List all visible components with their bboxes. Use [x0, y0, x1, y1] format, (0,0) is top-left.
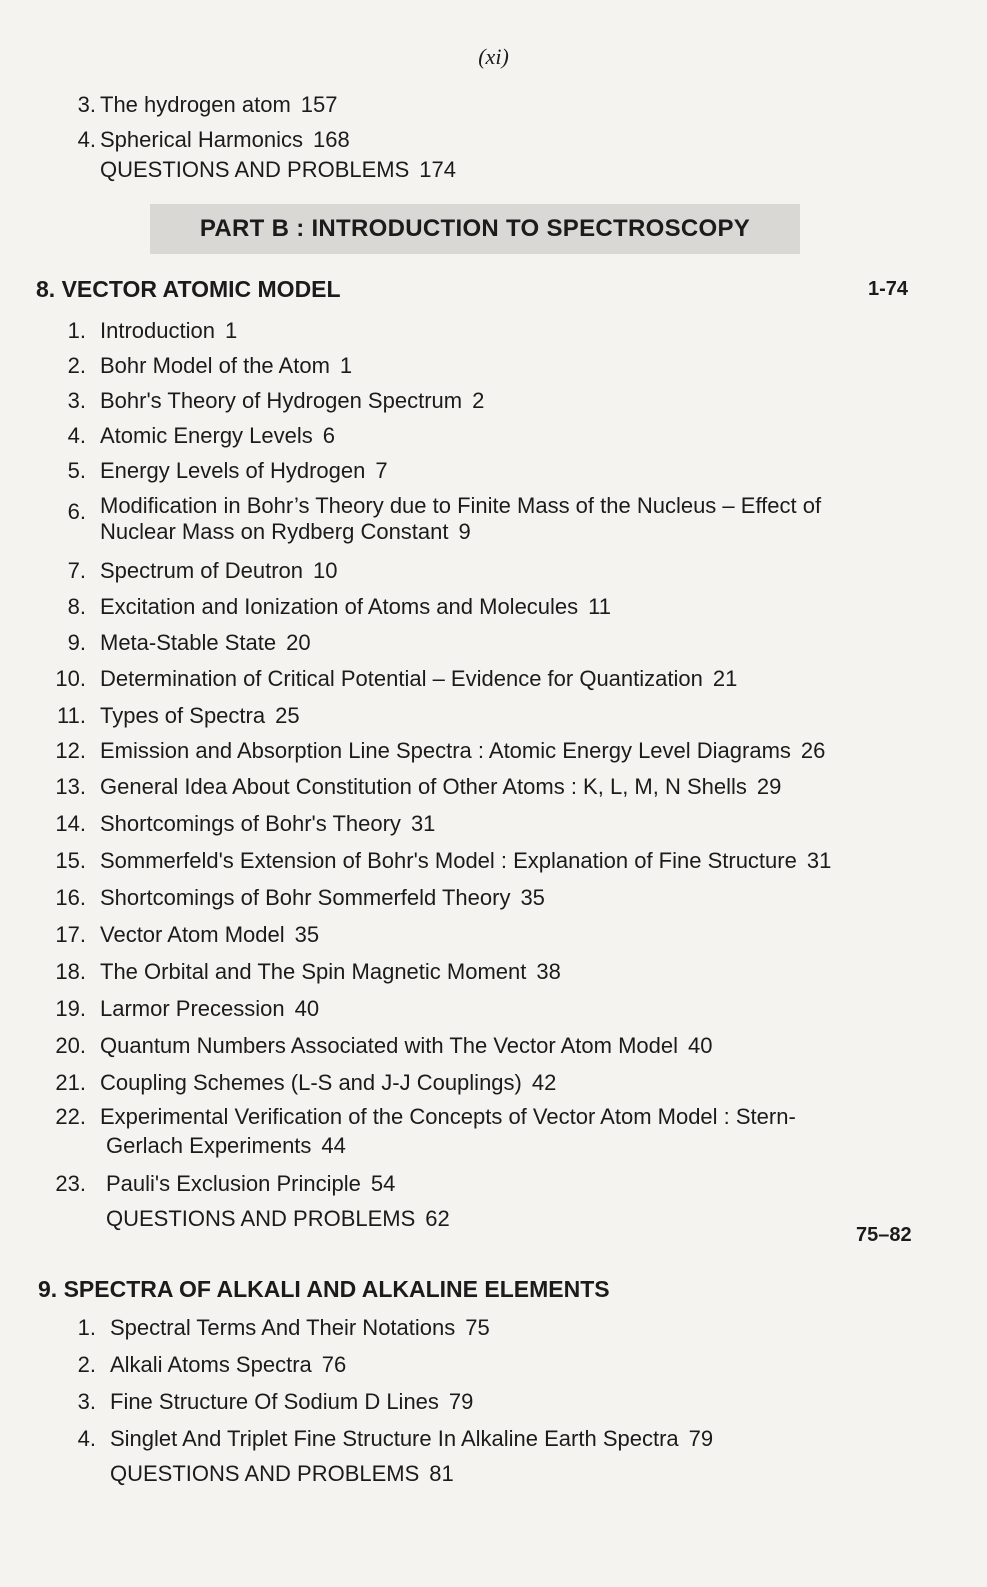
entry-title: Determination of Critical Potential – Evidence for Quantization: [100, 666, 703, 691]
entry-title: Introduction: [100, 318, 215, 343]
entry-number: 15.: [55, 848, 86, 873]
entry-number: 1.: [77, 1315, 96, 1340]
entry-number: 10.: [55, 666, 86, 691]
entry-page: 29: [756, 774, 782, 799]
entry-number: 11.: [57, 703, 86, 728]
entry-number: 3.: [77, 1389, 96, 1414]
entry-page: 26: [800, 738, 826, 763]
entry-title: General Idea About Constitution of Other Atoms : K, L, M, N Shells: [100, 774, 747, 799]
chapter-page-range: 1-74: [868, 278, 909, 300]
entry-page: 20: [286, 630, 311, 655]
entry-title: Pauli's Exclusion Principle: [106, 1171, 361, 1196]
entry-number: 3.: [67, 388, 86, 413]
entry-title: QUESTIONS AND PROBLEMS: [110, 1461, 420, 1486]
entry-number: 5.: [67, 458, 86, 483]
entry-page: 81: [429, 1461, 454, 1486]
chapter-title: SPECTRA OF ALKALI AND ALKALINE ELEMENTS: [63, 1276, 610, 1302]
entry-number: 14.: [55, 811, 86, 836]
entry-number: 19.: [55, 996, 86, 1021]
entry-page: 75: [465, 1315, 490, 1340]
entry-title: Alkali Atoms Spectra: [110, 1352, 312, 1377]
entry-title: Quantum Numbers Associated with The Vector Atom Model: [100, 1033, 678, 1058]
entry-number: 18.: [55, 959, 86, 984]
entry-number: 20.: [55, 1033, 86, 1058]
entry-number: 21.: [55, 1070, 86, 1095]
entry-title: Types of Spectra: [100, 703, 266, 728]
entry-page: 6: [322, 423, 336, 448]
entry-title: Sommerfeld's Extension of Bohr's Model : Explanation of Fine Structure: [100, 848, 797, 873]
entry-page: 40: [687, 1033, 713, 1058]
entry-title: Atomic Energy Levels: [100, 423, 313, 448]
entry-title: Emission and Absorption Line Spectra : Atomic Energy Level Diagrams: [100, 738, 791, 763]
chapter-heading: [36, 276, 341, 303]
entry-title: QUESTIONS AND PROBLEMS: [106, 1206, 416, 1231]
entry-number: 4.: [77, 127, 96, 152]
entry-title: Fine Structure Of Sodium D Lines: [110, 1389, 439, 1414]
entry-title: Shortcomings of Bohr Sommerfeld Theory: [100, 885, 511, 910]
entry-page: 2: [472, 388, 485, 413]
entry-number: 6.: [67, 499, 86, 524]
chapter-heading: [38, 1276, 610, 1303]
entry-page: 62: [425, 1206, 450, 1231]
entry-title: Bohr's Theory of Hydrogen Spectrum: [100, 388, 463, 413]
entry-number: 13.: [55, 774, 86, 799]
entry-number: 9.: [67, 630, 86, 655]
entry-page: 11: [588, 594, 612, 619]
entry-page: 31: [410, 811, 436, 836]
entry-title: Singlet And Triplet Fine Structure In Alkaline Earth Spectra: [110, 1426, 679, 1451]
entry-title: Coupling Schemes (L-S and J-J Couplings): [100, 1070, 522, 1095]
entry-title: Bohr Model of the Atom: [100, 353, 330, 378]
entry-title: Vector Atom Model: [100, 922, 285, 947]
entry-page: 174: [419, 157, 457, 182]
entry-page: 79: [448, 1389, 474, 1414]
entry-page: 1: [339, 353, 353, 378]
entry-page: 25: [275, 703, 300, 728]
entry-title: Energy Levels of Hydrogen: [100, 458, 366, 483]
entry-number: 22.: [55, 1104, 86, 1129]
entry-number: 23.: [55, 1171, 86, 1196]
entry-page: 44: [321, 1133, 346, 1158]
entry-page: 10: [312, 558, 338, 583]
entry-page: 79: [688, 1426, 714, 1451]
chapter-number: 9.: [38, 1276, 58, 1302]
entry-number: 16.: [55, 885, 86, 910]
entry-page: 157: [300, 92, 338, 117]
entry-title: Excitation and Ionization of Atoms and Molecules: [100, 594, 579, 619]
entry-title: Gerlach Experiments: [106, 1133, 312, 1158]
entry-title: The Orbital and The Spin Magnetic Moment: [100, 959, 527, 984]
entry-page: 40: [294, 996, 320, 1021]
entry-page: 21: [712, 666, 738, 691]
entry-title: Nuclear Mass on Rydberg Constant: [100, 519, 449, 544]
entry-number: 2.: [67, 353, 86, 378]
chapter-number: 8.: [36, 276, 56, 302]
entry-title: Meta-Stable State: [100, 630, 277, 655]
entry-page: 1: [224, 318, 238, 343]
entry-title: Shortcomings of Bohr's Theory: [100, 811, 401, 836]
entry-title: Modification in Bohr’s Theory due to Finite Mass of the Nucleus – Effect of: [100, 493, 822, 518]
entry-page: 42: [531, 1070, 557, 1095]
entry-title: Spectral Terms And Their Notations: [110, 1315, 456, 1340]
entry-title: Experimental Verification of the Concepts of Vector Atom Model : Stern-: [100, 1104, 796, 1129]
entry-page: 76: [321, 1352, 347, 1377]
page-folio: (xi): [478, 44, 509, 69]
entry-title: The hydrogen atom: [100, 92, 291, 117]
entry-number: 4.: [77, 1426, 96, 1451]
entry-title: Spectrum of Deutron: [100, 558, 303, 583]
entry-number: 17.: [55, 922, 86, 947]
entry-number: 3.: [77, 92, 96, 117]
chapter-title: VECTOR ATOMIC MODEL: [61, 276, 341, 302]
entry-page: 35: [520, 885, 545, 910]
entry-number: 1.: [67, 318, 86, 343]
entry-page: 54: [370, 1171, 396, 1196]
chapter-page-range: 75–82: [856, 1224, 912, 1246]
entry-title: Larmor Precession: [100, 996, 285, 1021]
part-heading: PART B : INTRODUCTION TO SPECTROSCOPY: [150, 204, 800, 254]
entry-number: 2.: [77, 1352, 96, 1377]
entry-title: QUESTIONS AND PROBLEMS: [100, 157, 410, 182]
entry-number: 4.: [67, 423, 86, 448]
entry-page: 7: [375, 458, 388, 483]
entry-number: 8.: [67, 594, 86, 619]
entry-page: 9: [458, 519, 471, 544]
entry-number: 12.: [55, 738, 86, 763]
entry-page: 35: [294, 922, 320, 947]
entry-page: 31: [806, 848, 832, 873]
entry-number: 7.: [67, 558, 86, 583]
entry-page: 38: [536, 959, 561, 984]
entry-page: 168: [312, 127, 350, 152]
entry-title: Spherical Harmonics: [100, 127, 303, 152]
